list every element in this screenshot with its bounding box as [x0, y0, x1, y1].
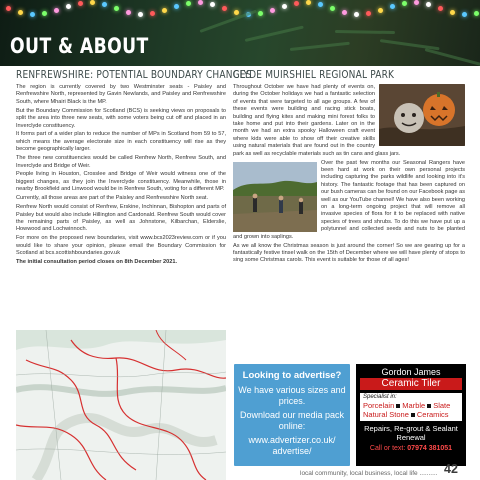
ceramic-tiler-ad [356, 364, 466, 466]
fairy-light-icon [102, 2, 107, 7]
fairy-light-icon [6, 6, 11, 11]
fairy-lights-decoration [0, 2, 480, 24]
fairy-light-icon [450, 10, 455, 15]
fairy-light-icon [42, 11, 47, 16]
boundary-map-image [16, 330, 226, 480]
fairy-light-icon [234, 10, 239, 15]
left-paragraph: For more on the proposed new boundaries, visit www.bcs2023review.com or if you would like to share your opinion, please email the Boundary Commission for Scotland at bcs.scottishboundaries.gov.uk [16, 235, 226, 257]
right-article-heading: CLYDE MUIRSHIEL REGIONAL PARK [233, 69, 395, 81]
specialism-row [363, 401, 459, 410]
specialism-item: Slate [433, 401, 451, 410]
fairy-light-icon [150, 11, 155, 16]
page-title: OUT & ABOUT [10, 34, 149, 58]
right-article [233, 69, 465, 266]
fairy-light-icon [54, 8, 59, 13]
tiler-name: Gordon James [381, 367, 441, 377]
fairy-light-icon [426, 2, 431, 7]
fairy-light-icon [162, 8, 167, 13]
fairy-light-icon [402, 1, 407, 6]
fairy-light-icon [378, 8, 383, 13]
call-prefix: Call or text: [369, 445, 406, 452]
advertise-with-us-ad[interactable] [234, 364, 350, 466]
fairy-light-icon [18, 10, 23, 15]
ad-media-pack-text: Download our media pack online: [239, 410, 345, 431]
left-article [16, 69, 252, 268]
specialism-row [363, 410, 459, 419]
fir-branch-decoration [290, 42, 350, 51]
square-bullet-icon [411, 413, 415, 417]
right-paragraph: As we all know the Christmas season is just around the corner! So we are gearing up for a fantastically festive tinsel walk on the 15th of December where we will have plenty of stops to sing some Christmas carols. This event is suitable for those of all ages! [233, 242, 465, 264]
fairy-light-icon [306, 0, 311, 5]
ad-url-link[interactable]: www.advertizer.co.uk/ advertise/ [248, 435, 336, 456]
specialism-item: Marble [402, 401, 426, 410]
footer-tagline: local community, local business, local life .......... [300, 470, 438, 477]
left-article-heading: RENFREWSHIRE: POTENTIAL BOUNDARY CHANGES [16, 69, 252, 81]
left-paragraph: The three new constituencies would be called Renfrew North, Renfrew South, and Inverclyde and Bridge of Weir. [16, 155, 226, 169]
fairy-light-icon [258, 11, 263, 16]
fairy-light-icon [198, 0, 203, 5]
fairy-light-icon [330, 6, 335, 11]
left-paragraph: Renfrew North would consist of Renfrew, Erskine, Inchinnan, Bishopton and parts of Paisley but would also include Hillington and Cardonald. Renfrew South would cover the remaining parts of Paisley, as well as Johnstone, Kilbarchan, Elderslie, Howwood and Lochwinnoch. [16, 204, 226, 233]
fairy-light-icon [282, 4, 287, 9]
fir-branch-decoration [335, 30, 395, 34]
square-bullet-icon [396, 404, 400, 408]
fir-branch-decoration [245, 26, 304, 42]
fairy-light-icon [138, 12, 143, 17]
fairy-light-icon [90, 0, 95, 5]
fairy-light-icon [438, 6, 443, 11]
square-bullet-icon [427, 404, 431, 408]
left-paragraph: It forms part of a wider plan to reduce the number of MPs in Scotland from 59 to 57, which means the average electorate size in each constituency will rise as they become geographically larger. [16, 131, 226, 153]
tiler-phone-number[interactable]: 07974 381051 [407, 445, 453, 452]
fairy-light-icon [210, 2, 215, 7]
tiler-contact [360, 445, 462, 452]
fairy-light-icon [318, 2, 323, 7]
fairy-light-icon [174, 4, 179, 9]
specialist-label: Specialist in: [363, 394, 397, 400]
ad-sizes-text: We have various sizes and prices. [238, 385, 346, 406]
tiler-trade: Ceramic Tiler [360, 378, 462, 390]
specialism-item: Porcelain [363, 401, 395, 410]
left-paragraph: People living in Houston, Crosslee and Bridge of Weir would witness one of the biggest changes, as they join the Inverclyde constituency. Meanwhile, those in nearby Brookfield and Linwood would be in Renfrew South, voting for a different MP. [16, 171, 226, 193]
left-paragraph: Currently, all those areas are part of the Paisley and Renfrewshire North seat. [16, 195, 209, 202]
specialism-item: Natural Stone [363, 410, 409, 419]
ad-headline: Looking to advertise? [242, 370, 342, 381]
consultation-deadline: The initial consultation period closes on 8th December 2021. [16, 258, 178, 265]
fairy-light-icon [414, 0, 419, 5]
fairy-light-icon [366, 11, 371, 16]
left-paragraph: But the Boundary Commission for Scotland (BCS) is seeking views on proposals to split the area into three new seats, with some voters being cut off and placed in an Inverclyde constituency. [16, 107, 226, 129]
fairy-light-icon [354, 12, 359, 17]
right-paragraph: Throughout October we have had plenty of events on, during the October holidays we had a fantastic selection of events that were targeted to all age groups. A few of these events were building and racing stick boats, building and flying kites and making mini forest folks to take home and put into their gardens. Later on in the month we had an extra spooky Halloween craft event where kids were able to show off their creative skills using natural materials that are found out in the country park as well as recyclable materials such as tin cans and glass jars. [233, 84, 401, 157]
fairy-light-icon [222, 6, 227, 11]
fairy-light-icon [342, 10, 347, 15]
left-paragraph: The region is currently covered by two Westminster seats - Paisley and Renfrewshire North, represented by Gavin Newlands, and Paisley and Renfrewshire South, where Mhairi Black is the MP. [16, 84, 226, 105]
fairy-light-icon [186, 1, 191, 6]
header-banner [0, 0, 480, 66]
fairy-light-icon [270, 8, 275, 13]
right-paragraph: Over the past few months our Seasonal Rangers have been hard at work on their own personal projects including capturing the parks wildlife and looking into it's history. The fantastic footage that has been captured on our bush cameras can be found on our Facebook page as well as our YouTube channel! We have also been working on a long-term ongoing project that will remove all invasive species of flora for it to be replaced with native species of trees and shrubs. To do this we have put up a polytunnel and collected seeds and nuts to be planted and grown into saplings. [233, 159, 465, 240]
fairy-light-icon [294, 1, 299, 6]
halloween-craft-photo [379, 84, 465, 146]
fir-branch-decoration [425, 48, 480, 66]
fairy-light-icon [30, 12, 35, 17]
rangers-field-photo [233, 162, 317, 232]
fairy-light-icon [114, 6, 119, 11]
fairy-light-icon [390, 4, 395, 9]
fairy-light-icon [462, 12, 467, 17]
specialism-item: Ceramics [416, 410, 449, 419]
fairy-light-icon [474, 11, 479, 16]
page-number: 42 [444, 462, 458, 476]
tiler-services: Repairs, Re-grout & Sealant Renewal [364, 424, 458, 442]
tiler-specialisms [360, 393, 462, 421]
fairy-light-icon [78, 1, 83, 6]
fairy-light-icon [66, 4, 71, 9]
fairy-light-icon [126, 10, 131, 15]
